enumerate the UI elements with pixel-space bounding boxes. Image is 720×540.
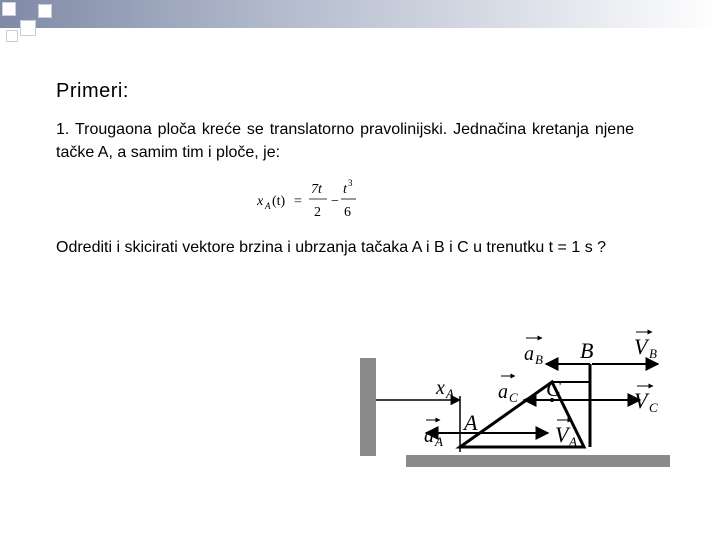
kinematics-figure	[340, 320, 680, 475]
eq-term2-exponent: 3	[348, 178, 353, 188]
slide-title: Primeri:	[56, 80, 129, 102]
eq-term1-denominator: 2	[314, 205, 321, 220]
eq-lhs-symbol: x	[257, 194, 264, 209]
label-B: B	[580, 338, 594, 363]
eq-minus: −	[331, 194, 339, 209]
label-VC-sub: C	[649, 400, 658, 415]
label-aA-sub: A	[435, 434, 443, 449]
label-VB: V	[634, 334, 648, 359]
label-xA: x	[436, 377, 445, 399]
label-VA-sub: A	[569, 434, 577, 449]
label-aB: a	[524, 343, 534, 365]
label-A: A	[464, 410, 478, 435]
decorative-squares	[0, 0, 60, 48]
label-aB-sub: B	[535, 352, 543, 367]
label-VC: V	[634, 388, 648, 413]
problem-statement: 1. Trougaona ploča kreće se translatorno pravolinijski. Jednačina kretanja njene tačke A, a samim tim i ploče, je:	[56, 121, 634, 161]
label-aC-sub: C	[509, 390, 518, 405]
task-question: Odrediti i skicirati vektore brzina i ubrzanja tačaka A i B i C u trenutku t = 1 s ?	[56, 239, 607, 256]
square-decoration	[6, 30, 18, 42]
square-decoration	[20, 20, 36, 36]
eq-lhs-sub: A	[265, 201, 271, 211]
wall	[360, 358, 376, 456]
label-C: C	[546, 376, 561, 401]
motion-equation	[255, 175, 365, 223]
label-VB-sub: B	[649, 346, 657, 361]
label-xA-sub: A	[446, 386, 454, 401]
eq-equals: =	[294, 194, 302, 209]
eq-term2-numerator: t	[343, 182, 347, 197]
eq-term1-numerator: 7t	[311, 182, 322, 197]
label-VA: V	[555, 422, 569, 447]
square-decoration	[38, 4, 52, 18]
label-aA: a	[424, 425, 434, 447]
eq-term2-denominator: 6	[344, 205, 351, 220]
ground	[406, 455, 670, 467]
label-aC: a	[498, 381, 508, 403]
square-decoration	[2, 2, 16, 16]
header-gradient-band	[0, 0, 720, 28]
eq-lhs-arg: (t)	[272, 194, 286, 209]
